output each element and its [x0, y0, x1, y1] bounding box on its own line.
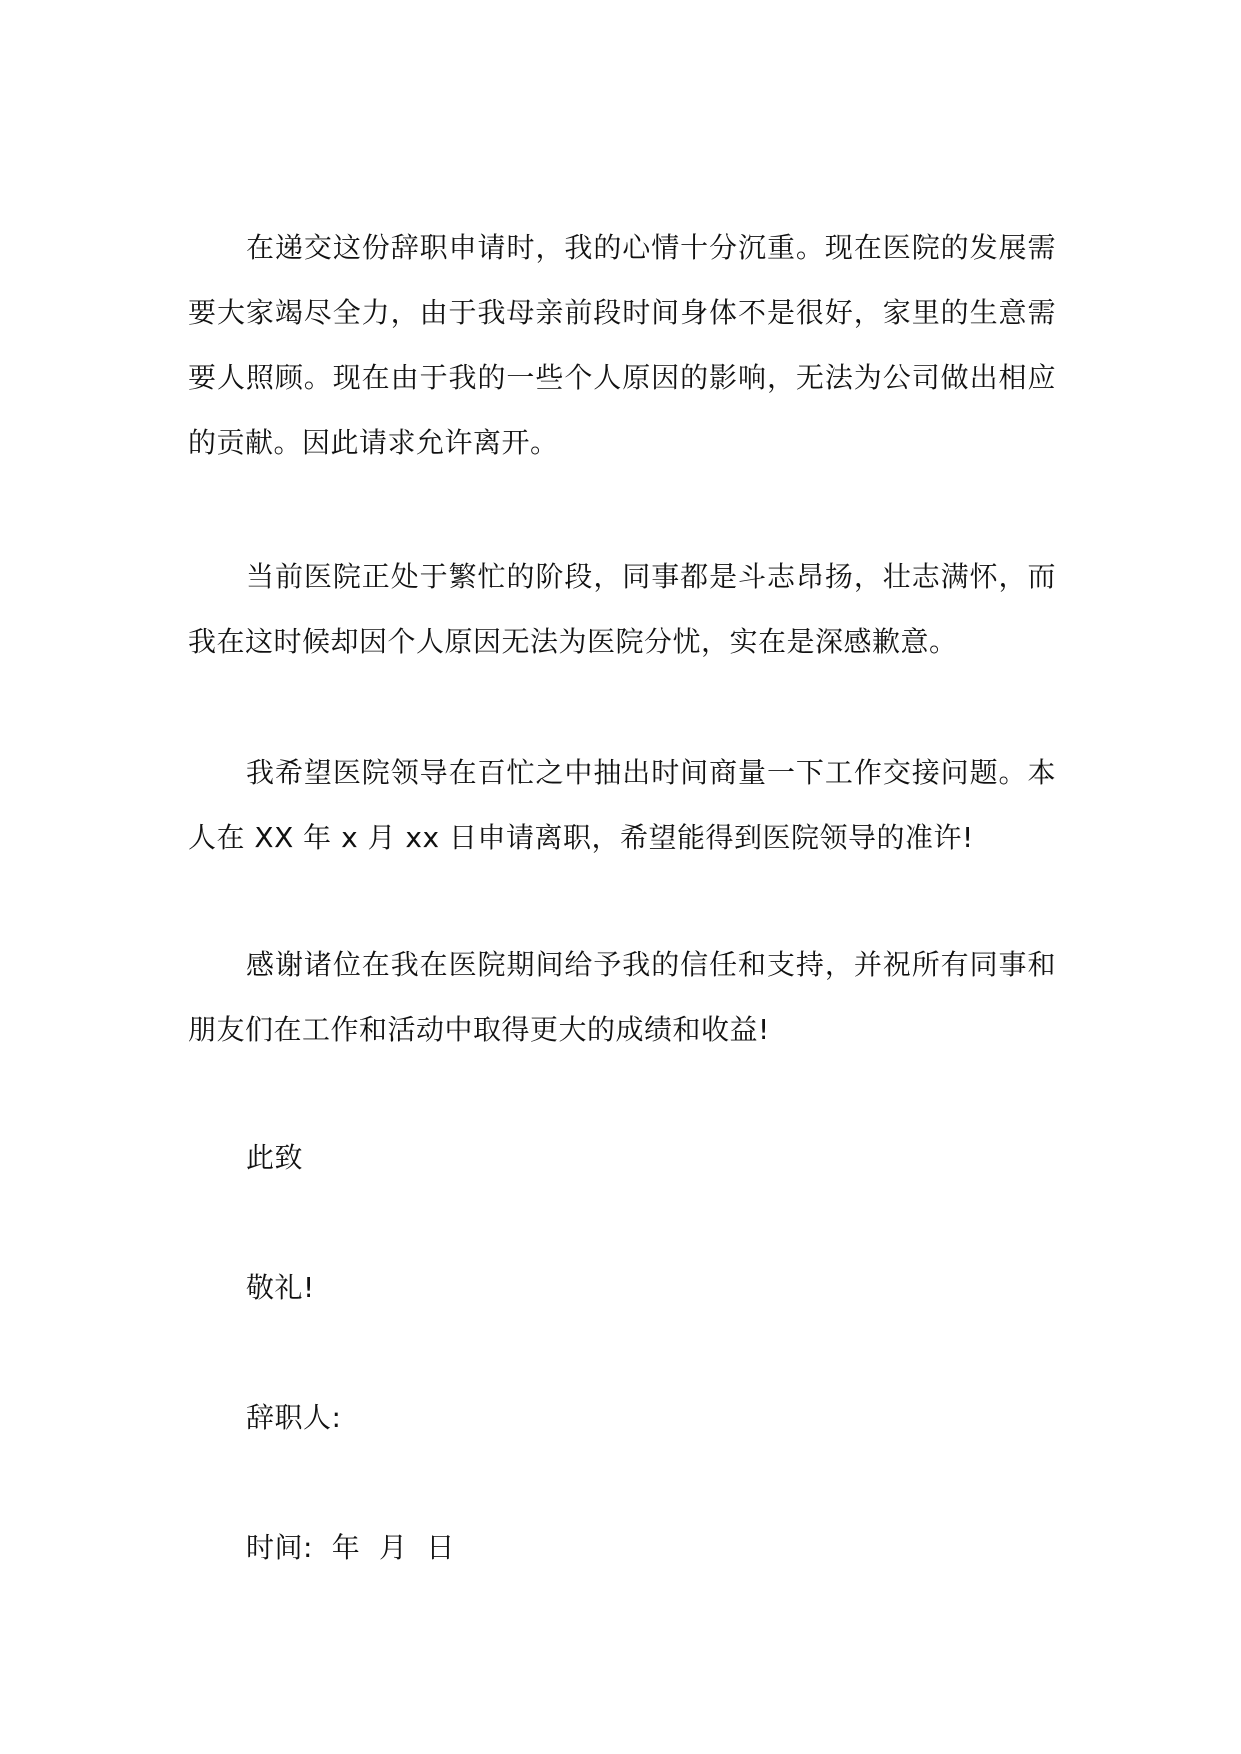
closing-salutation: 此致 [246, 1141, 304, 1174]
closing-regards: 敬礼! [246, 1271, 315, 1304]
body-paragraph-2: 当前医院正处于繁忙的阶段，同事都是斗志昂扬，壮志满怀，而我在这时候却因个人原因无法为医院分忧，实在是深感歉意。 [188, 560, 1056, 658]
signer-label: 辞职人: [246, 1401, 342, 1434]
body-paragraph-3: 我希望医院领导在百忙之中抽出时间商量一下工作交接问题。本人在 XX 年 x 月 xx 日申请离职，希望能得到医院领导的准许! [188, 756, 1056, 854]
body-paragraph-4: 感谢诸位在我在医院期间给予我的信任和支持，并祝所有同事和朋友们在工作和活动中取得更大的成绩和收益! [188, 948, 1056, 1046]
date-line: 时间: 年 月 日 [246, 1531, 455, 1564]
body-paragraph-1: 在递交这份辞职申请时，我的心情十分沉重。现在医院的发展需要大家竭尽全力，由于我母亲前段时间身体不是很好，家里的生意需要人照顾。现在由于我的一些个人原因的影响，无法为公司做出相应的贡献。因此请求允许离开。 [188, 231, 1056, 459]
